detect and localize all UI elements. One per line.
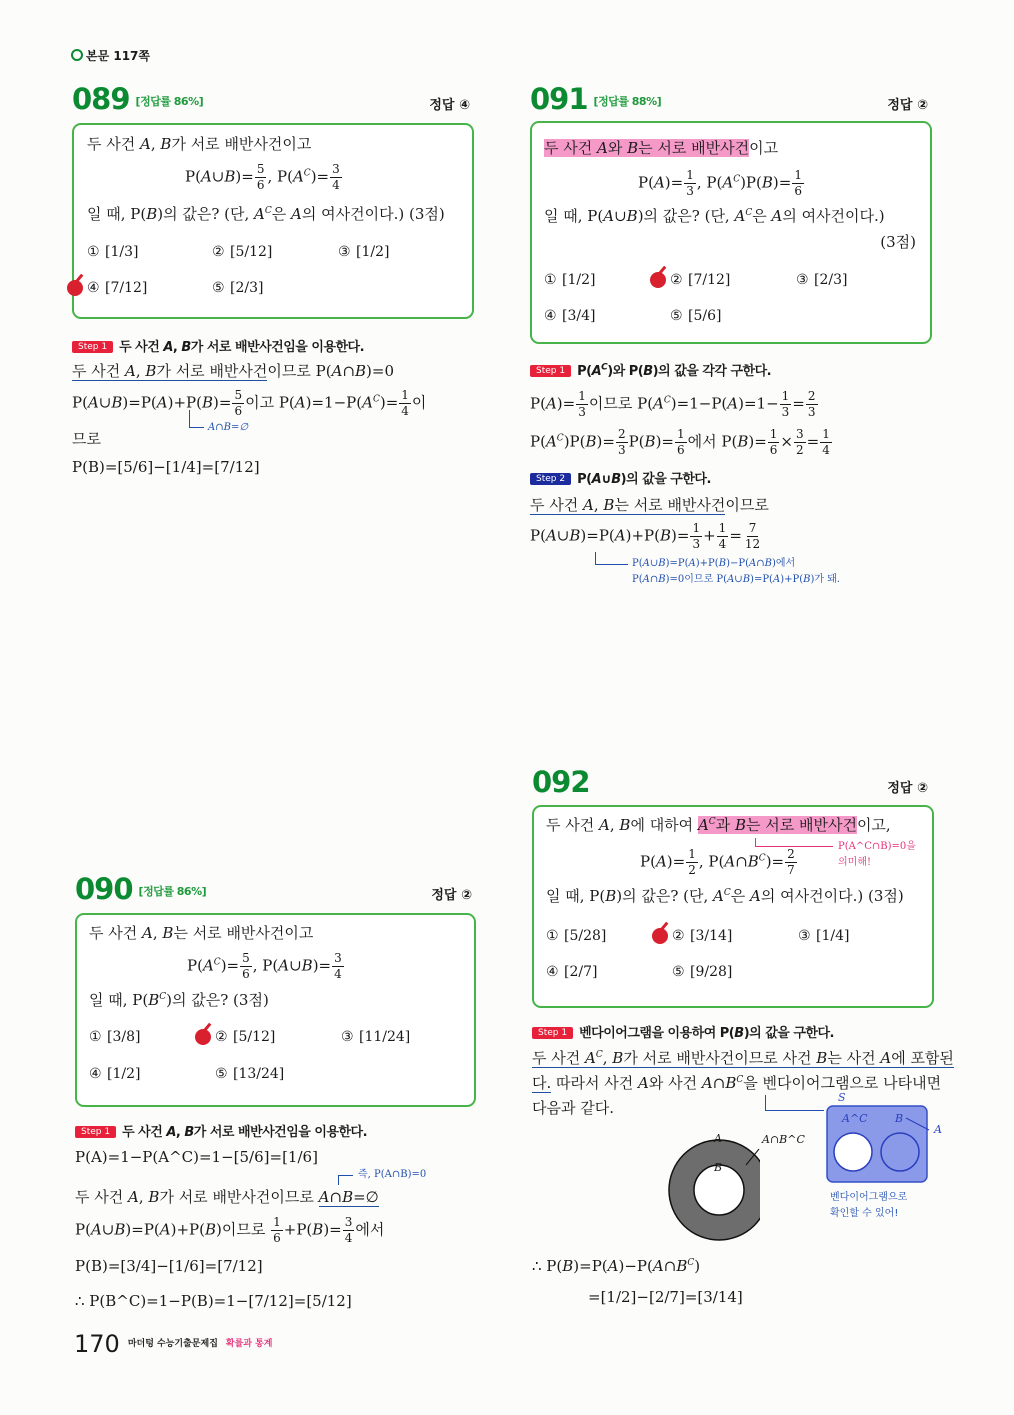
superscript: C xyxy=(663,395,671,406)
fraction xyxy=(232,389,244,418)
answer-choice[interactable] xyxy=(798,926,849,946)
fraction xyxy=(343,1216,355,1245)
fraction xyxy=(616,428,628,457)
checkmark-icon xyxy=(650,272,666,288)
step-1-heading xyxy=(72,336,364,355)
fraction xyxy=(675,428,687,457)
denominator: 4 xyxy=(718,537,727,551)
superscript: C xyxy=(758,853,766,864)
numerator: 1 xyxy=(273,1215,281,1229)
solution-line: ∴ P(B^C)=1−P(B)=1−[7/12]=[5/12] xyxy=(75,1292,352,1310)
fraction xyxy=(684,169,696,198)
question-line: 일 때, $P(B^C)$의 값은? (3점) xyxy=(89,991,269,1009)
superscript: C xyxy=(723,888,731,898)
checkmark-icon xyxy=(652,928,668,944)
numerator: 1 xyxy=(718,521,727,535)
page-footer xyxy=(74,1330,273,1358)
answer-choice[interactable] xyxy=(212,278,263,298)
superscript: C xyxy=(733,174,741,185)
pink-note: 의미해! xyxy=(838,857,871,868)
answer-choice[interactable] xyxy=(544,270,595,290)
solution-line: P(A)= $\frac{1}{3}$ 이므로 $P(A^C)=1-P(A)=1-$ $\frac{1}{3}$ = $\frac{2}{3}$ xyxy=(530,389,816,419)
numerator: 5 xyxy=(234,388,243,402)
numerator: 3 xyxy=(332,162,340,176)
question-equation: P(A)= $\frac{1}{2}$ , $P(A\cap B^C)=$ $\frac{2}{7}$ xyxy=(640,847,795,877)
choice-number: ③ xyxy=(338,244,351,260)
choice-number: ① xyxy=(89,1029,102,1045)
step-1-heading xyxy=(532,1022,834,1041)
page-number: 170 xyxy=(74,1330,120,1358)
denominator: 3 xyxy=(578,405,586,419)
choice-number: ④ xyxy=(89,1066,102,1082)
choice-number: ② xyxy=(670,272,683,288)
answer-choice[interactable] xyxy=(212,242,272,262)
choice-value: [5/28] xyxy=(564,928,607,944)
annotation-note: A∩B=∅ xyxy=(208,422,249,433)
numerator: 5 xyxy=(256,162,265,176)
choice-number: ③ xyxy=(341,1029,354,1045)
answer-choice[interactable] xyxy=(338,242,389,262)
accuracy-rate: [정답률 86%] xyxy=(135,95,204,108)
question-line: 두 사건 A, B에 대하여 $A^C$과 B는 서로 배반사건이고, xyxy=(546,816,891,834)
choice-number: ② xyxy=(212,244,225,260)
fraction xyxy=(330,163,342,192)
choice-value: [1/2] xyxy=(107,1066,141,1082)
choice-number: ⑤ xyxy=(672,964,685,980)
question-line: 두 사건 A, B가 서로 배반사건이고 xyxy=(87,135,312,153)
superscript: C xyxy=(687,1258,695,1268)
choice-value: [7/12] xyxy=(688,272,731,288)
choice-number: ① xyxy=(87,244,100,260)
choice-number: ④ xyxy=(87,280,100,296)
numerator: 1 xyxy=(822,427,830,441)
denominator: 3 xyxy=(692,537,701,551)
choice-number: ④ xyxy=(544,308,557,324)
question-line: 두 사건 A, B는 서로 배반사건이고 xyxy=(89,924,314,942)
fraction xyxy=(240,952,252,981)
numerator: 3 xyxy=(344,1215,353,1229)
checkmark-icon xyxy=(195,1029,211,1045)
step-badge: Step 2 xyxy=(530,473,571,485)
choice-number: ① xyxy=(546,928,559,944)
denominator: 3 xyxy=(617,443,626,457)
answer-choice[interactable] xyxy=(672,926,732,946)
fraction xyxy=(717,522,729,551)
choice-value: [5/12] xyxy=(233,1029,276,1045)
choice-value: [5/12] xyxy=(230,244,273,260)
question-points: (3점) xyxy=(880,233,916,251)
annotation-note: P(A∪B)=P(A)+P(B)−P(A∩B)에서 xyxy=(632,558,796,569)
solution-line: 두 사건 A, B가 서로 배반사건이므로 A∩B=∅ xyxy=(75,1188,379,1206)
problem-number: 089 xyxy=(72,82,130,116)
fraction xyxy=(820,428,832,457)
annotation-connector xyxy=(595,552,628,565)
step-title: 두 사건 A, B가 서로 배반사건임을 이용한다. xyxy=(119,340,365,355)
annotation-note: 즉, P(A∩B)=0 xyxy=(358,1169,427,1180)
step-badge: Step 1 xyxy=(75,1126,116,1138)
step-title: $P(A^C)$와 P(B)의 값을 각각 구한다. xyxy=(577,362,772,379)
step-1-heading xyxy=(75,1121,367,1140)
problem-number: 091 xyxy=(530,82,588,116)
answer-choice[interactable] xyxy=(670,306,721,326)
denominator: 6 xyxy=(256,178,265,192)
answer-label: 정답 ④ xyxy=(429,98,470,113)
answer-choice[interactable] xyxy=(89,1064,140,1084)
answer-choice[interactable] xyxy=(215,1064,284,1084)
underline: 다. xyxy=(532,1074,552,1092)
numerator: 3 xyxy=(796,427,804,441)
step-1-heading xyxy=(530,360,771,379)
denominator: 4 xyxy=(344,1231,353,1245)
question-line: 일 때, P(B)의 값은? (단, $A^C$은 A의 여사건이다.) (3점) xyxy=(87,205,445,223)
superscript: C xyxy=(708,817,716,827)
numerator: 1 xyxy=(676,427,685,441)
choice-number: ③ xyxy=(798,928,811,944)
choice-number: ② xyxy=(215,1029,228,1045)
numerator: 2 xyxy=(807,389,816,403)
solution-line: P(B)=[3/4]−[1/6]=[7/12] xyxy=(75,1257,263,1275)
solution-line: $P(A^C)P(B)=$ $\frac{2}{3}$ P(B)= $\frac{1}{6}$ 에서 P(B)= $\frac{1}{6}$ × $\frac{3}{2}$ = $\frac{1}{4}$ xyxy=(530,427,830,457)
circle-bullet-icon xyxy=(71,49,83,61)
step-title: 벤다이어그램을 이용하여 P(B)의 값을 구한다. xyxy=(579,1026,834,1041)
choice-number: ② xyxy=(672,928,685,944)
numerator: 1 xyxy=(401,388,409,402)
answer-choice[interactable] xyxy=(670,270,730,290)
answer-label: 정답 ② xyxy=(431,888,472,903)
choice-value: [13/24] xyxy=(233,1066,285,1082)
denominator: 3 xyxy=(781,405,790,419)
pink-note: P(A^C∩B)=0을 xyxy=(838,841,916,852)
fraction xyxy=(743,522,762,551)
solution-line: 다음과 같다. xyxy=(532,1099,614,1117)
choice-value: [11/24] xyxy=(359,1029,411,1045)
answer-choice[interactable] xyxy=(87,242,138,262)
choice-value: [2/7] xyxy=(564,964,598,980)
denominator: 4 xyxy=(401,404,409,418)
answer-choice[interactable] xyxy=(544,306,595,326)
fraction xyxy=(399,389,411,418)
b-circle xyxy=(881,1133,919,1171)
denominator: 4 xyxy=(332,178,340,192)
underline: 두 사건 $A^C$, B가 서로 배반사건이므로 사건 B는 사건 A에 포함된 xyxy=(532,1049,954,1067)
choice-value: [2/3] xyxy=(814,272,848,288)
question-equation: $P(A^C)=$ $\frac{5}{6}$ , P(A∪B)= $\frac{3}{4}$ xyxy=(187,951,342,981)
label-b: B xyxy=(714,1161,723,1174)
denominator: 4 xyxy=(334,967,342,981)
numerator: 1 xyxy=(769,427,778,441)
problem-number: 092 xyxy=(532,765,590,799)
denominator: 6 xyxy=(676,443,685,457)
label-s: S xyxy=(838,1091,846,1104)
fraction xyxy=(271,1216,283,1245)
answer-label: 정답 ② xyxy=(887,781,928,796)
superscript: C xyxy=(159,992,167,1002)
checkmark-icon xyxy=(67,280,83,296)
step-title: 두 사건 A, B가 서로 배반사건임을 이용한다. xyxy=(122,1125,368,1140)
step-badge: Step 1 xyxy=(72,341,113,353)
superscript: C xyxy=(736,1075,744,1085)
choice-value: [2/3] xyxy=(230,280,264,296)
denominator: 6 xyxy=(794,184,802,198)
denominator: 7 xyxy=(787,863,795,877)
fraction xyxy=(785,848,797,877)
choice-value: [5/6] xyxy=(688,308,722,324)
superscript: C xyxy=(745,208,753,218)
numerator: 1 xyxy=(692,521,701,535)
choice-number: ⑤ xyxy=(215,1066,228,1082)
answer-choice[interactable] xyxy=(796,270,847,290)
label-a: A xyxy=(714,1132,722,1145)
denominator: 6 xyxy=(242,967,250,981)
denominator: 2 xyxy=(796,443,804,457)
denominator: 6 xyxy=(234,404,243,418)
answer-choice[interactable] xyxy=(89,1027,140,1047)
choice-number: ③ xyxy=(796,272,809,288)
answer-choice[interactable] xyxy=(87,278,147,298)
question-equation: P(A)= $\frac{1}{3}$ , $P(A^C)P(B)=$ $\frac{1}{6}$ xyxy=(638,168,802,198)
final-line: =[1/2]−[2/7]=[3/14] xyxy=(588,1288,743,1306)
subject-title: 확률과 통계 xyxy=(225,1339,273,1349)
venn-caption: 벤다이어그램으로 xyxy=(830,1192,908,1203)
choice-number: ④ xyxy=(546,964,559,980)
choice-value: [1/2] xyxy=(562,272,596,288)
annotation-connector xyxy=(755,838,833,847)
problem-number: 090 xyxy=(75,872,133,906)
solution-line: P(A)=1−P(A^C)=1−[5/6]=[1/6] xyxy=(75,1148,318,1166)
problem-091-header xyxy=(530,82,661,116)
accuracy-rate: [정답률 86%] xyxy=(138,885,207,898)
answer-choice[interactable] xyxy=(546,926,606,946)
superscript: C xyxy=(556,433,564,444)
underline: 두 사건 A, B는 서로 배반사건 xyxy=(530,496,726,514)
numerator: 1 xyxy=(781,389,790,403)
final-line: ∴ $P(B)=P(A)-P(A\cap B^C)$ xyxy=(532,1257,701,1275)
choice-value: [9/28] xyxy=(690,964,733,980)
page-reference-text: 본문 117쪽 xyxy=(86,49,151,63)
numerator: 1 xyxy=(578,389,586,403)
annotation-note: P(A∩B)=0이므로 P(A∪B)=P(A)+P(B)가 돼. xyxy=(632,574,841,585)
highlight: 두 사건 A와 B는 서로 배반사건 xyxy=(544,139,750,157)
venn-caption: 확인할 수 있어! xyxy=(830,1208,899,1219)
solution-line: 두 사건 A, B는 서로 배반사건이므로 xyxy=(530,496,769,514)
underline: 두 사건 A, B가 서로 배반사건 xyxy=(72,362,268,380)
step-badge: Step 1 xyxy=(530,365,571,377)
problem-090-header xyxy=(75,872,206,906)
choice-number: ⑤ xyxy=(670,308,683,324)
denominator: 6 xyxy=(769,443,778,457)
highlight: $A^C$과 B는 서로 배반사건 xyxy=(697,816,857,834)
accuracy-rate: [정답률 88%] xyxy=(593,95,662,108)
solution-line: 다. 따라서 사건 A와 사건 $A\cap B^C$을 벤다이어그램으로 나타내면 xyxy=(532,1074,942,1092)
fraction xyxy=(792,169,804,198)
answer-choice[interactable] xyxy=(672,962,732,982)
numerator: 1 xyxy=(794,168,802,182)
numerator: 2 xyxy=(617,427,626,441)
solution-line: P(A∪B)=P(A)+P(B)= $\frac{1}{3}$ + $\frac{1}{4}$ = $\frac{7}{12}$ xyxy=(530,521,761,551)
choice-value: [1/2] xyxy=(356,244,390,260)
problem-089-header xyxy=(72,82,203,116)
annotation-connector xyxy=(338,1175,353,1185)
numerator: 7 xyxy=(748,521,757,535)
fraction xyxy=(794,428,806,457)
denominator: 3 xyxy=(686,184,694,198)
solution-line: 두 사건 A, B가 서로 배반사건이므로 P(A∩B)=0 xyxy=(72,362,395,380)
book-title: 마더텅 수능기출문제집 xyxy=(127,1339,218,1349)
answer-choice[interactable] xyxy=(546,962,597,982)
underline: A∩B=∅ xyxy=(318,1188,379,1206)
numerator: 2 xyxy=(787,847,795,861)
choice-value: [3/4] xyxy=(562,308,596,324)
answer-label: 정답 ② xyxy=(887,98,928,113)
numerator: 3 xyxy=(334,951,342,965)
denominator: 2 xyxy=(688,863,696,877)
step-2-heading xyxy=(530,468,711,487)
label-a-cap-b-complement: A∩B^C xyxy=(762,1133,805,1146)
solution-line: 므로 xyxy=(72,430,101,448)
denominator: 12 xyxy=(744,537,761,551)
choice-value: [1/3] xyxy=(105,244,139,260)
problem-092-header xyxy=(532,765,590,799)
superscript: C xyxy=(213,957,221,968)
superscript: C xyxy=(303,168,311,179)
question-line: 일 때, P(B)의 값은? (단, $A^C$은 A의 여사건이다.) (3점) xyxy=(546,887,904,905)
denominator: 3 xyxy=(807,405,816,419)
fraction xyxy=(332,952,344,981)
fraction xyxy=(686,848,698,877)
annotation-connector xyxy=(189,410,204,428)
label-a-complement: A^C xyxy=(842,1112,868,1125)
venn-diagram-ring xyxy=(660,1125,760,1245)
choice-number: ⑤ xyxy=(212,280,225,296)
question-line: 일 때, P(A∪B)의 값은? (단, $A^C$은 A의 여사건이다.) xyxy=(544,207,885,225)
solution-line: P(B)=[5/6]−[1/4]=[7/12] xyxy=(72,458,260,476)
fraction xyxy=(576,390,588,419)
fraction xyxy=(768,428,780,457)
solution-line xyxy=(532,1047,954,1069)
solution-line: P(A∪B)=P(A)+P(B)이므로 $\frac{1}{6}$ +P(B)= $\frac{3}{4}$ 에서 xyxy=(75,1215,385,1245)
superscript: C xyxy=(264,206,272,216)
choice-value: [7/12] xyxy=(105,280,148,296)
numerator: 1 xyxy=(688,847,696,861)
superscript: C xyxy=(372,394,380,405)
superscript: C xyxy=(595,1050,603,1060)
label-b: B xyxy=(895,1112,904,1125)
numerator: 1 xyxy=(686,168,694,182)
step-badge: Step 1 xyxy=(532,1027,573,1039)
superscript: C xyxy=(601,362,608,373)
numerator: 5 xyxy=(242,951,250,965)
solution-line: P(A∪B)=P(A)+P(B)= $\frac{5}{6}$ 이고 $P(A)=1-P(A^C)=$ $\frac{1}{4}$ 이 xyxy=(72,388,427,418)
step-title: P(A∪B)의 값을 구한다. xyxy=(577,472,711,487)
question-line: 두 사건 A와 B는 서로 배반사건이고 xyxy=(544,139,779,157)
label-a: A xyxy=(934,1123,942,1136)
fraction xyxy=(780,390,792,419)
answer-choice[interactable] xyxy=(215,1027,275,1047)
choice-value: [3/8] xyxy=(107,1029,141,1045)
choice-number: ① xyxy=(544,272,557,288)
page-reference xyxy=(71,47,150,64)
fraction xyxy=(690,522,702,551)
question-equation: P(A∪B)= $\frac{5}{6}$ , $P(A^C)=$ $\frac{3}{4}$ xyxy=(185,162,340,192)
annotation-connector xyxy=(765,1095,824,1111)
fraction xyxy=(255,163,267,192)
fraction xyxy=(806,390,818,419)
choice-value: [3/14] xyxy=(690,928,733,944)
denominator: 4 xyxy=(822,443,830,457)
choice-value: [1/4] xyxy=(816,928,850,944)
answer-choice[interactable] xyxy=(341,1027,410,1047)
a-complement-circle xyxy=(834,1133,872,1171)
denominator: 6 xyxy=(273,1231,281,1245)
